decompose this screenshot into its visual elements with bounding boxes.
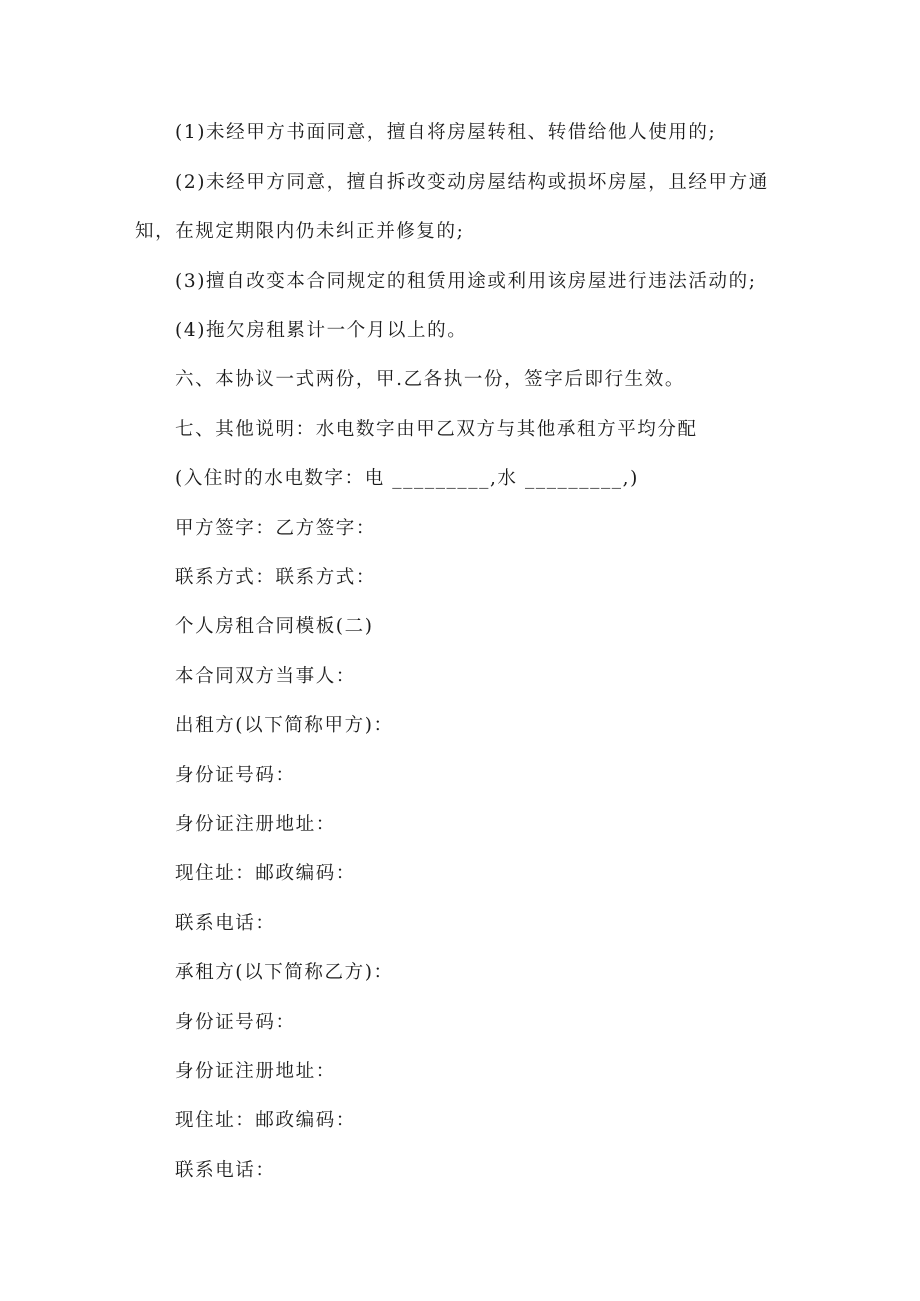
lessor-id-number: 身份证号码： — [175, 765, 296, 786]
clause-1: (1)未经甲方书面同意，擅自将房屋转租、转借给他人使用的; — [175, 122, 717, 143]
lessee-phone: 联系电话： — [175, 1160, 276, 1181]
clause-3: (3)擅自改变本合同规定的租赁用途或利用该房屋进行违法活动的; — [175, 271, 757, 292]
clause-2: (2)未经甲方同意，擅自拆改变动房屋结构或损坏房屋，且经甲方通 — [175, 172, 769, 193]
section-seven: 七、其他说明：水电数字由甲乙双方与其他承租方平均分配 — [175, 419, 698, 440]
contact-line: 联系方式：联系方式： — [175, 567, 377, 588]
lessor-current-address: 现住址：邮政编码： — [175, 863, 356, 884]
utility-readings: (入住时的水电数字：电 _________,水 _________,) — [175, 468, 639, 489]
clause-4: (4)拖欠房租累计一个月以上的。 — [175, 320, 468, 341]
lessee-current-address: 现住址：邮政编码： — [175, 1110, 356, 1131]
parties-heading: 本合同双方当事人： — [175, 666, 356, 687]
clause-2-continued: 知，在规定期限内仍未纠正并修复的; — [135, 221, 465, 242]
lessee-id-number: 身份证号码： — [175, 1012, 296, 1033]
lessee-label: 承租方(以下简称乙方)： — [175, 962, 394, 983]
template-title: 个人房租合同模板(二) — [175, 616, 374, 637]
lessor-label: 出租方(以下简称甲方)： — [175, 715, 394, 736]
lessor-phone: 联系电话： — [175, 913, 276, 934]
lessor-id-address: 身份证注册地址： — [175, 814, 336, 835]
lessee-id-address: 身份证注册地址： — [175, 1061, 336, 1082]
signature-line: 甲方签字：乙方签字： — [175, 518, 377, 539]
section-six: 六、本协议一式两份，甲.乙各执一份，签字后即行生效。 — [175, 369, 685, 390]
